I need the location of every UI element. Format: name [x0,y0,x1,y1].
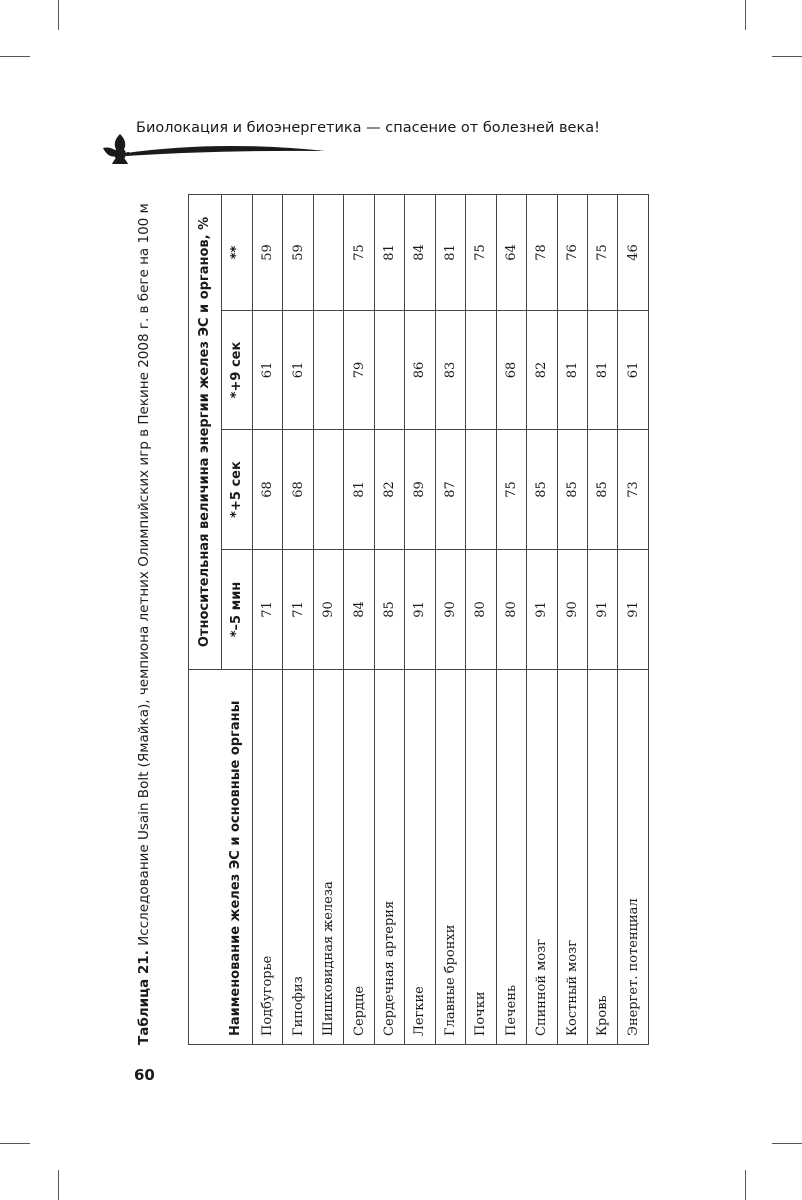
value-cell: 81 [587,311,617,430]
value-cell: 89 [405,430,435,550]
value-cell: 73 [618,430,649,550]
value-cell: 85 [374,550,404,670]
value-cell: 85 [557,430,587,550]
value-cell: 84 [405,194,435,310]
organ-name-cell: Энергет. потенциал [618,670,649,1045]
value-cell: 81 [374,194,404,310]
crop-mark [0,56,30,57]
crop-mark [58,1170,59,1200]
value-cell: 90 [313,550,343,670]
table-row [466,194,496,1044]
table-row [313,194,343,1044]
crop-mark [745,1170,746,1200]
running-header [100,108,600,168]
caption-text: Исследование Usain Bolt (Ямайка), чемпиона летних Олимпийских игр в Пекине 2008 г. в беге на 100 м [136,203,152,946]
table-row [496,194,526,1044]
value-cell: 82 [374,430,404,550]
value-cell: 85 [587,430,617,550]
organ-name-cell: Гипофиз [283,670,313,1045]
table-row [587,194,617,1044]
organ-name-cell: Подбугорье [253,670,283,1045]
value-cell: 82 [527,311,557,430]
value-cell: 91 [405,550,435,670]
organ-name-cell: Главные бронхи [435,670,465,1045]
page-number: 60 [134,1066,155,1084]
value-cell: 46 [618,194,649,310]
value-cell: 79 [344,311,374,430]
value-cell: 68 [496,311,526,430]
value-cell: 68 [253,430,283,550]
organ-name-cell: Сердечная артерия [374,670,404,1045]
value-cell: 81 [344,430,374,550]
table-row [344,194,374,1044]
table-body [253,194,649,1044]
value-cell: 91 [587,550,617,670]
value-cell: 86 [405,311,435,430]
value-cell [374,311,404,430]
value-cell: 75 [587,194,617,310]
column-header: *+9 сек [222,311,253,430]
table-row [374,194,404,1044]
organ-name-cell: Кровь [587,670,617,1045]
value-cell: 64 [496,194,526,310]
organ-name-cell: Почки [466,670,496,1045]
value-cell: 71 [283,550,313,670]
value-cell: 80 [496,550,526,670]
value-cell: 90 [435,550,465,670]
group-column-header: Относительная величина энергии желез ЭС и органов, % [189,194,222,669]
table-row [253,194,283,1044]
value-cell: 75 [466,194,496,310]
value-cell: 91 [527,550,557,670]
organ-energy-table [188,194,649,1045]
value-cell: 71 [253,550,283,670]
value-cell: 81 [435,194,465,310]
table-row [283,194,313,1044]
table-row [405,194,435,1044]
caption-label: Таблица 21. [136,950,152,1045]
value-cell: 68 [283,430,313,550]
organ-name-cell: Легкие [405,670,435,1045]
table-caption [135,200,153,1045]
value-cell: 78 [527,194,557,310]
value-cell: 81 [557,311,587,430]
table-row [557,194,587,1044]
rotated-table-block [135,195,655,1045]
value-cell: 61 [253,311,283,430]
organ-name-cell: Сердце [344,670,374,1045]
value-cell: 91 [618,550,649,670]
value-cell: 76 [557,194,587,310]
value-cell: 59 [283,194,313,310]
value-cell: 61 [283,311,313,430]
table-row [527,194,557,1044]
value-cell [313,194,343,310]
value-cell: 87 [435,430,465,550]
organ-name-cell: Печень [496,670,526,1045]
value-cell: 75 [496,430,526,550]
value-cell [466,430,496,550]
value-cell [313,311,343,430]
value-cell: 90 [557,550,587,670]
value-cell: 83 [435,311,465,430]
value-cell [313,430,343,550]
value-cell: 75 [344,194,374,310]
table-row [435,194,465,1044]
organ-name-cell: Костный мозг [557,670,587,1045]
value-cell: 61 [618,311,649,430]
crop-mark [0,1143,30,1144]
name-column-header: Наименование желез ЭС и основные органы [189,670,253,1045]
running-header-title: Биолокация и биоэнергетика — спасение от болезней века! [136,120,600,136]
value-cell: 59 [253,194,283,310]
column-header: *+5 сек [222,430,253,550]
value-cell: 84 [344,550,374,670]
crop-mark [745,0,746,30]
value-cell: 80 [466,550,496,670]
organ-name-cell: Спинной мозг [527,670,557,1045]
value-cell: 85 [527,430,557,550]
column-header: ** [222,194,253,310]
crop-mark [58,0,59,30]
value-cell [466,311,496,430]
crop-mark [772,56,802,57]
table-row [618,194,649,1044]
crop-mark [772,1143,802,1144]
organ-name-cell: Шишковидная железа [313,670,343,1045]
column-header: *–5 мин [222,550,253,670]
